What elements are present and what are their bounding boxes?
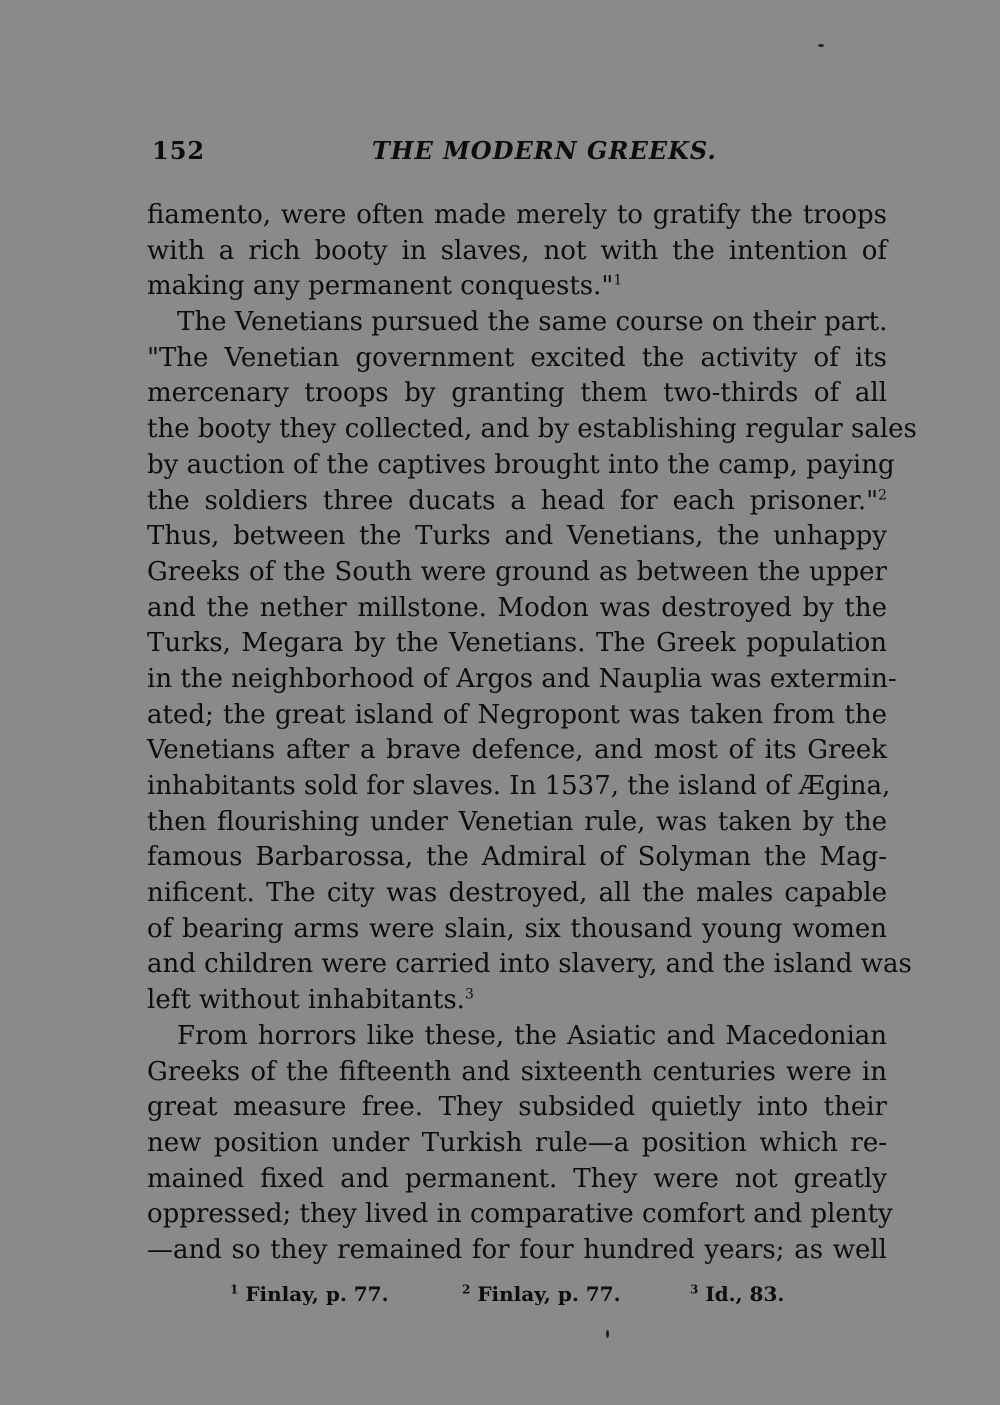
text-line: and the nether millstone. Modon was destroyed by the	[147, 592, 887, 623]
page-speck	[606, 1330, 609, 1338]
text-line: and children were carried into slavery, and the island was	[147, 949, 912, 980]
text-line: of bearing arms were slain, six thousand young women	[147, 913, 887, 944]
text-line: with a rich booty in slaves, not with the intention of	[147, 235, 887, 266]
text-line: Thus, between the Turks and Venetians, the unhappy	[147, 521, 887, 552]
text-line: The Venetians pursued the same course on their part.	[177, 307, 888, 338]
text-line: oppressed; they lived in comparative comfort and plenty	[147, 1199, 893, 1230]
page-header	[152, 136, 880, 172]
text-line: inhabitants sold for slaves. In 1537, the island of Ægina,	[147, 771, 891, 801]
text-line: new position under Turkish rule—a position which re-	[147, 1127, 887, 1158]
text-line: mained fixed and permanent. They were not greatly	[147, 1163, 887, 1194]
text-line: fiamento, were often made merely to gratify the troops	[147, 200, 887, 230]
text-line: great measure free. They subsided quietly into their	[147, 1092, 887, 1123]
text-line: Greeks of the fifteenth and sixteenth centuries were in	[147, 1056, 887, 1087]
text-line: famous Barbarossa, the Admiral of Solyman the Mag-	[147, 842, 887, 873]
text-line: —and so they remained for four hundred years; as well	[147, 1234, 887, 1265]
footnote-marker: 2	[878, 486, 887, 503]
text-line: making any permanent conquests."$^1$	[147, 271, 623, 302]
running-title: THE MODERN GREEKS.	[372, 136, 717, 165]
body-text	[147, 198, 917, 1269]
text-line: ated; the great island of Negropont was taken from the	[147, 699, 887, 730]
footnotes	[230, 1282, 850, 1312]
text-line: "The Venetian government excited the activity of its	[147, 342, 887, 373]
text-line: the booty they collected, and by establishing regular sales	[147, 414, 917, 445]
text-line: Turks, Megara by the Venetians. The Greek population	[147, 628, 887, 659]
text-line: From horrors like these, the Asiatic and Macedonian	[177, 1020, 887, 1051]
page-speck	[818, 44, 824, 47]
footnote: $^2$ Finlay, p. 77.	[462, 1282, 621, 1306]
footnote: $^3$ Id., 83.	[690, 1282, 785, 1306]
text-line: Venetians after a brave defence, and most of its Greek	[147, 735, 887, 766]
text-line: mercenary troops by granting them two-thirds of all	[147, 378, 887, 409]
text-line: then flourishing under Venetian rule, was taken by the	[147, 806, 887, 837]
text-line: the soldiers three ducats a head for each prisoner."$^2$	[147, 485, 887, 516]
text-line: left without inhabitants.$^3$	[147, 985, 474, 1016]
footnote-marker: 3	[464, 986, 474, 1003]
footnote-marker: 1	[613, 272, 623, 289]
page-number: 152	[152, 136, 206, 165]
text-line: nificent. The city was destroyed, all the males capable	[147, 878, 887, 909]
text-line: by auction of the captives brought into the camp, paying	[147, 449, 895, 480]
text-line: Greeks of the South were ground as between the upper	[147, 556, 887, 587]
footnote: $^1$ Finlay, p. 77.	[230, 1282, 389, 1306]
text-line: in the neighborhood of Argos and Nauplia was extermin-	[147, 663, 897, 694]
